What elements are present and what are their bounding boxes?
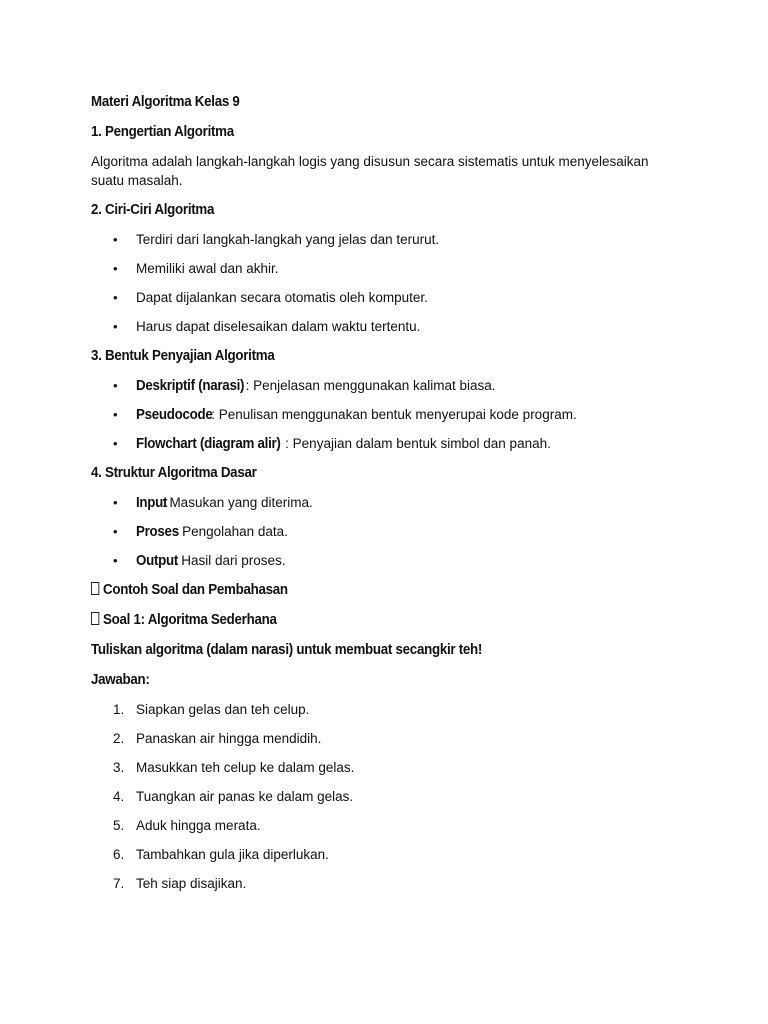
term-label: Flowchart (diagram alir) <box>136 436 281 452</box>
struktur-list <box>91 493 691 570</box>
bullet-icon: • <box>113 524 118 539</box>
list-item-text: Terdiri dari langkah-langkah yang jelas dan terurut. <box>136 232 440 247</box>
step-text: Masukkan teh celup ke dalam gelas. <box>136 760 355 775</box>
term-description: : Penjelasan menggunakan kalimat biasa. <box>245 378 496 393</box>
bullet-icon: • <box>113 232 118 247</box>
bullet-icon: • <box>113 407 118 422</box>
list-item <box>91 434 691 453</box>
step-number: 6. <box>113 847 125 862</box>
step-number: 4. <box>113 789 125 804</box>
step-text: Tuangkan air panas ke dalam gelas. <box>136 789 354 804</box>
bentuk-list <box>91 376 691 453</box>
list-item <box>91 230 691 249</box>
answer-label: Jawaban: <box>91 672 150 688</box>
step-number: 2. <box>113 731 125 746</box>
section-heading-bentuk: 3. Bentuk Penyajian Algoritma <box>91 348 275 364</box>
section-heading-struktur: 4. Struktur Algoritma Dasar <box>91 465 257 481</box>
term-description: : Masukan yang diterima. <box>161 495 313 510</box>
bullet-icon: • <box>113 378 118 393</box>
list-item <box>91 259 691 278</box>
term-label: Output <box>136 553 179 569</box>
term-label: Proses <box>136 524 179 540</box>
section-heading-pengertian: 1. Pengertian Algoritma <box>91 124 234 140</box>
term-description: : Pengolahan data. <box>174 524 288 539</box>
list-item <box>91 522 691 541</box>
step-text: Tambahkan gula jika diperlukan. <box>136 847 329 862</box>
document-page <box>91 92 691 893</box>
bullet-icon: • <box>113 495 118 510</box>
question-text: Tuliskan algoritma (dalam narasi) untuk membuat secangkir teh! <box>91 642 483 658</box>
step-text: Siapkan gelas dan teh celup. <box>136 702 310 717</box>
term-label: Pseudocode <box>136 407 213 423</box>
list-item <box>91 816 691 835</box>
list-item <box>91 729 691 748</box>
step-number: 7. <box>113 876 125 891</box>
definition-paragraph: Algoritma adalah langkah-langkah logis yang disusun secara sistematis untuk menyelesaikan suatu masalah. <box>91 154 649 188</box>
list-item <box>91 758 691 777</box>
step-number: 3. <box>113 760 125 775</box>
list-item <box>91 551 691 570</box>
term-description: : Hasil dari proses. <box>173 553 286 568</box>
step-text: Teh siap disajikan. <box>136 876 247 891</box>
bullet-icon: • <box>113 319 118 334</box>
answer-steps-list <box>91 700 691 893</box>
list-item <box>91 405 691 424</box>
term-label: Deskriptif (narasi) <box>136 378 245 394</box>
step-number: 5. <box>113 818 125 833</box>
list-item <box>91 787 691 806</box>
missing-glyph-icon <box>91 582 99 595</box>
term-label: Input <box>136 495 168 511</box>
bullet-icon: • <box>113 553 118 568</box>
bullet-icon: • <box>113 436 118 451</box>
bullet-icon: • <box>113 290 118 305</box>
list-item <box>91 376 691 395</box>
list-item <box>91 493 691 512</box>
examples-heading-text: Contoh Soal dan Pembahasan <box>102 582 288 598</box>
examples-heading <box>91 580 643 600</box>
document-title: Materi Algoritma Kelas 9 <box>91 94 240 110</box>
step-text: Aduk hingga merata. <box>136 818 261 833</box>
term-description: : Penulisan menggunakan bentuk menyerupai kode program. <box>211 407 577 422</box>
section-heading-ciri: 2. Ciri-Ciri Algoritma <box>91 202 215 218</box>
list-item-text: Memiliki awal dan akhir. <box>136 261 279 276</box>
list-item <box>91 700 691 719</box>
list-item <box>91 288 691 307</box>
bullet-icon: • <box>113 261 118 276</box>
list-item <box>91 317 691 336</box>
list-item-text: Harus dapat diselesaikan dalam waktu tertentu. <box>136 319 421 334</box>
soal-heading-text: Soal 1: Algoritma Sederhana <box>102 612 277 628</box>
term-description: : Penyajian dalam bentuk simbol dan panah. <box>285 436 551 451</box>
soal-heading <box>91 610 643 630</box>
missing-glyph-icon <box>91 612 99 625</box>
list-item <box>91 845 691 864</box>
list-item-text: Dapat dijalankan secara otomatis oleh komputer. <box>136 290 428 305</box>
step-number: 1. <box>113 702 125 717</box>
ciri-list <box>91 230 691 336</box>
list-item <box>91 874 691 893</box>
step-text: Panaskan air hingga mendidih. <box>136 731 322 746</box>
